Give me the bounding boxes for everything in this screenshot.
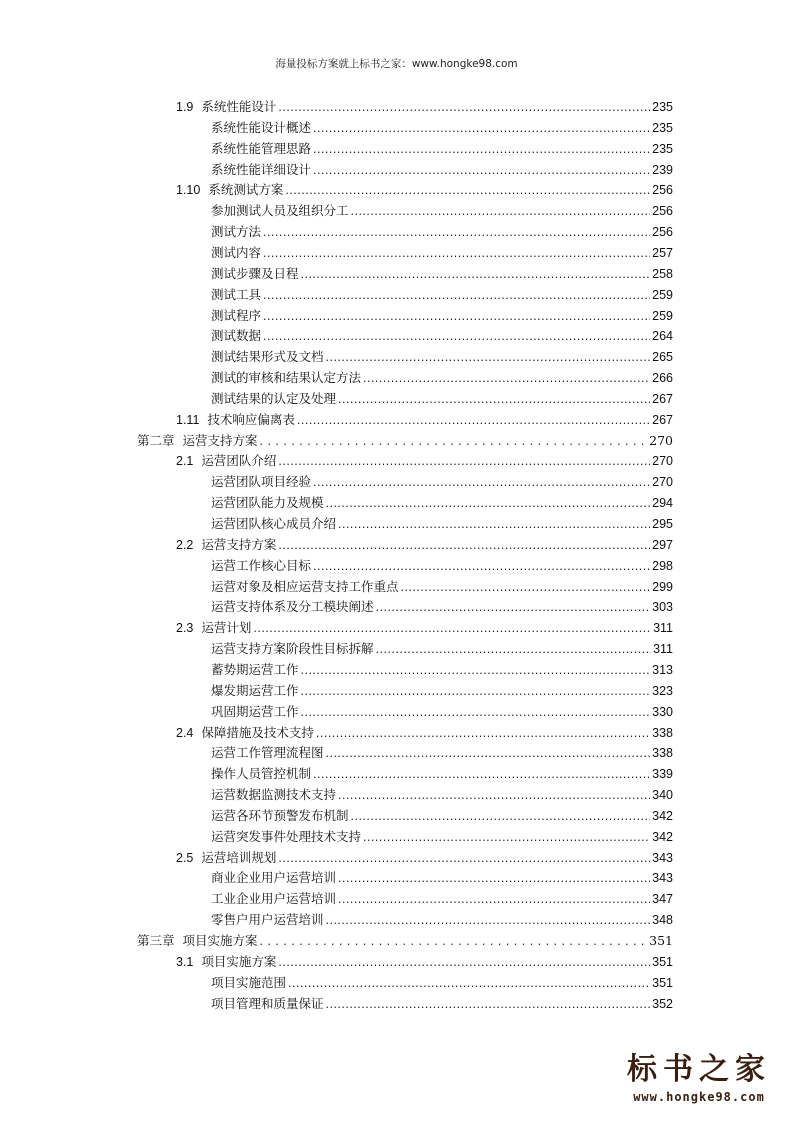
toc-entry-page: 311 xyxy=(653,621,673,636)
toc-entry-title: 项目实施范围 xyxy=(211,974,287,990)
toc-dot-leader xyxy=(316,723,650,744)
toc-entry-title: 测试程序 xyxy=(211,307,262,323)
toc-entry[interactable] xyxy=(211,346,673,367)
toc-entry-page: 339 xyxy=(652,767,673,782)
toc-entry[interactable] xyxy=(211,471,673,492)
toc-entry-page: 259 xyxy=(652,308,673,323)
toc-entry[interactable] xyxy=(211,138,673,159)
toc-entry[interactable] xyxy=(176,617,673,638)
toc-entry-page: 340 xyxy=(652,788,673,803)
toc-entry-page: 257 xyxy=(652,245,673,260)
toc-entry[interactable] xyxy=(211,263,673,284)
toc-entry[interactable] xyxy=(176,951,673,972)
toc-entry-title: 运营团队介绍 xyxy=(201,453,277,469)
toc-entry-number: 2.3 xyxy=(176,621,194,636)
toc-entry-title: 运营团队项目经验 xyxy=(211,474,312,490)
toc-entry[interactable] xyxy=(211,576,673,597)
toc-entry[interactable] xyxy=(211,659,673,680)
toc-entry-page: 299 xyxy=(652,579,673,594)
toc-dot-leader xyxy=(313,160,650,181)
toc-entry-title: 系统性能管理思路 xyxy=(211,140,312,156)
toc-entry-page: 294 xyxy=(652,496,673,511)
toc-entry-page: 343 xyxy=(652,850,673,865)
toc-entry-page: 235 xyxy=(652,100,673,114)
toc-entry-title: 操作人员管控机制 xyxy=(211,766,312,782)
toc-entry-number: 2.5 xyxy=(176,850,194,865)
toc-entry-title: 系统性能设计 xyxy=(201,99,277,114)
toc-entry-number: 2.1 xyxy=(176,454,194,469)
toc-entry-title: 运营数据监测技术支持 xyxy=(211,787,337,803)
toc-entry[interactable] xyxy=(211,555,673,576)
toc-entry-page: 270 xyxy=(652,475,673,490)
toc-dot-leader xyxy=(313,139,650,160)
page-header: 海量投标方案就上标书之家：www.hongke98.com xyxy=(275,58,518,70)
toc-entry-page: 351 xyxy=(649,933,673,948)
toc-entry-title: 运营支持方案 xyxy=(182,432,258,448)
toc-dot-leader xyxy=(313,118,650,139)
toc-entry-page: 265 xyxy=(652,350,673,365)
toc-entry[interactable] xyxy=(211,117,673,138)
toc-dot-leader xyxy=(338,889,650,910)
toc-entry[interactable] xyxy=(211,888,673,909)
toc-dot-leader xyxy=(351,201,651,222)
toc-entry-page: 297 xyxy=(652,537,673,552)
toc-entry-page: 298 xyxy=(652,558,673,573)
toc-dot-leader xyxy=(260,431,648,452)
toc-entry[interactable] xyxy=(176,409,673,430)
toc-entry[interactable] xyxy=(211,492,673,513)
toc-entry[interactable] xyxy=(211,972,673,993)
toc-entry-page: 343 xyxy=(652,871,673,886)
toc-entry-title: 蓄势期运营工作 xyxy=(211,661,299,677)
toc-entry-title: 工业企业用户运营培训 xyxy=(211,891,337,907)
toc-entry-number: 第三章 xyxy=(137,933,175,948)
toc-entry[interactable] xyxy=(176,722,673,743)
toc-dot-leader xyxy=(278,535,650,556)
toc-entry[interactable] xyxy=(211,867,673,888)
toc-entry-page: 267 xyxy=(652,412,673,427)
toc-dot-leader xyxy=(326,493,651,514)
toc-entry-title: 运营各环节预警发布机制 xyxy=(211,807,349,823)
toc-entry[interactable] xyxy=(211,221,673,242)
toc-entry-title: 测试步骤及日程 xyxy=(211,265,299,281)
toc-entry[interactable] xyxy=(211,305,673,326)
toc-entry-title: 保障措施及技术支持 xyxy=(201,724,314,740)
toc-entry[interactable] xyxy=(211,742,673,763)
toc-entry[interactable] xyxy=(211,159,673,180)
toc-entry-number: 2.2 xyxy=(176,537,194,552)
toc-entry-page: 311 xyxy=(653,642,673,657)
toc-dot-leader xyxy=(313,472,650,493)
toc-dot-leader xyxy=(278,97,650,118)
toc-entry-page: 338 xyxy=(652,746,673,761)
toc-entry-title: 运营支持体系及分工模块阐述 xyxy=(211,599,374,615)
toc-entry[interactable] xyxy=(211,784,673,805)
toc-entry-number: 3.1 xyxy=(176,954,194,969)
toc-entry[interactable] xyxy=(211,513,673,534)
toc-entry[interactable] xyxy=(211,596,673,617)
toc-entry-number: 1.9 xyxy=(176,100,194,114)
toc-entry-number: 1.11 xyxy=(176,412,200,427)
toc-entry-title: 技术响应偏离表 xyxy=(207,411,295,427)
toc-entry[interactable] xyxy=(176,534,673,555)
toc-entry[interactable] xyxy=(176,450,673,471)
toc-entry-title: 项目实施方案 xyxy=(182,933,258,948)
toc-dot-leader xyxy=(326,994,651,1015)
toc-dot-leader xyxy=(313,556,650,577)
toc-dot-leader xyxy=(297,410,650,431)
toc-entry-title: 测试方法 xyxy=(211,224,262,240)
toc-dot-leader xyxy=(376,639,652,660)
toc-dot-leader xyxy=(301,660,651,681)
toc-entry-title: 测试结果的认定及处理 xyxy=(211,390,337,406)
toc-entry-page: 338 xyxy=(652,725,673,740)
toc-entry-page: 256 xyxy=(652,225,673,240)
toc-entry[interactable] xyxy=(211,284,673,305)
toc-dot-leader xyxy=(263,285,650,306)
toc-dot-leader xyxy=(263,306,650,327)
toc-entry-page: 235 xyxy=(652,120,673,135)
toc-dot-leader xyxy=(278,451,650,472)
toc-entry-page: 270 xyxy=(649,432,673,448)
toc-dot-leader xyxy=(338,389,650,410)
toc-entry[interactable] xyxy=(211,680,673,701)
toc-dot-leader xyxy=(263,243,650,264)
toc-dot-leader xyxy=(301,264,651,285)
toc-entry-page: 295 xyxy=(652,517,673,531)
toc-entry-page: 303 xyxy=(652,600,673,615)
toc-entry-title: 运营支持方案阶段性目标拆解 xyxy=(211,641,374,657)
toc-entry[interactable] xyxy=(176,179,673,200)
toc-entry[interactable] xyxy=(137,930,673,951)
toc-entry[interactable] xyxy=(211,993,673,1014)
toc-entry-title: 运营支持方案 xyxy=(201,536,277,552)
toc-entry-page: 348 xyxy=(652,913,673,928)
toc-entry-title: 系统性能设计概述 xyxy=(211,119,312,135)
toc-entry-page: 256 xyxy=(652,204,673,219)
toc-entry[interactable] xyxy=(211,909,673,930)
toc-dot-leader xyxy=(401,577,651,598)
toc-entry-page: 239 xyxy=(652,162,673,177)
toc-dot-leader xyxy=(338,514,650,535)
toc-entry-title: 系统测试方案 xyxy=(208,182,284,198)
toc-entry-number: 1.10 xyxy=(176,183,201,198)
toc-entry-title: 运营突发事件处理技术支持 xyxy=(211,828,362,844)
toc-entry-title: 运营培训规划 xyxy=(201,849,277,865)
toc-entry[interactable] xyxy=(176,847,673,868)
toc-entry-page: 313 xyxy=(652,662,673,677)
toc-entry-page: 351 xyxy=(652,954,673,969)
toc-dot-leader xyxy=(278,848,650,869)
toc-dot-leader xyxy=(260,931,648,952)
toc-entry-title: 项目实施方案 xyxy=(201,953,277,969)
toc-entry-page: 351 xyxy=(652,975,673,990)
toc-entry-title: 商业企业用户运营培训 xyxy=(211,870,337,886)
toc-entry-page: 259 xyxy=(652,287,673,302)
toc-entry-page: 270 xyxy=(652,454,673,469)
toc-entry[interactable] xyxy=(211,388,673,409)
toc-dot-leader xyxy=(301,702,651,723)
toc-entry[interactable] xyxy=(211,200,673,221)
toc-entry-page: 264 xyxy=(652,329,673,344)
toc-dot-leader xyxy=(338,785,650,806)
brand-url: www.hongke98.com xyxy=(633,1090,765,1104)
toc-entry-page: 267 xyxy=(652,391,673,406)
toc-entry-title: 系统性能详细设计 xyxy=(211,161,312,177)
toc-dot-leader xyxy=(278,952,650,973)
toc-dot-leader xyxy=(263,326,650,347)
toc-entry-page: 258 xyxy=(652,266,673,281)
toc-entry[interactable] xyxy=(137,430,673,451)
toc-dot-leader xyxy=(326,743,651,764)
toc-entry-title: 零售户用户运营培训 xyxy=(211,912,324,928)
toc-dot-leader xyxy=(338,868,650,889)
toc-entry-title: 项目管理和质量保证 xyxy=(211,995,324,1011)
toc-entry-title: 运营团队能力及规模 xyxy=(211,495,324,511)
toc-dot-leader xyxy=(363,368,650,389)
toc-entry-title: 运营对象及相应运营支持工作重点 xyxy=(211,578,399,594)
toc-entry-title: 测试结果形式及文档 xyxy=(211,349,324,365)
toc-entry[interactable] xyxy=(211,701,673,722)
toc-entry-title: 运营团队核心成员介绍 xyxy=(211,516,337,531)
toc-entry-title: 运营工作核心目标 xyxy=(211,557,312,573)
toc-entry-number: 第二章 xyxy=(137,432,175,448)
toc-entry-title: 参加测试人员及组织分工 xyxy=(211,203,349,219)
toc-entry-page: 235 xyxy=(652,141,673,156)
toc-entry-title: 运营工作管理流程图 xyxy=(211,745,324,761)
toc-entry[interactable] xyxy=(176,96,673,117)
toc-entry[interactable] xyxy=(211,638,673,659)
toc-entry-page: 330 xyxy=(652,704,673,719)
toc-dot-leader xyxy=(253,618,651,639)
toc-dot-leader xyxy=(376,597,651,618)
toc-dot-leader xyxy=(288,973,650,994)
toc-entry[interactable] xyxy=(211,325,673,346)
toc-entry-title: 测试数据 xyxy=(211,328,262,344)
toc-entry-title: 爆发期运营工作 xyxy=(211,682,299,698)
toc-entry[interactable] xyxy=(211,805,673,826)
toc-entry-number: 2.4 xyxy=(176,725,194,740)
toc-entry[interactable] xyxy=(211,763,673,784)
toc-entry-page: 347 xyxy=(652,892,673,907)
toc-dot-leader xyxy=(301,681,651,702)
brand-logo xyxy=(619,1044,779,1104)
toc-entry-title: 测试内容 xyxy=(211,244,262,260)
toc-dot-leader xyxy=(313,764,650,785)
toc-dot-leader xyxy=(363,827,650,848)
toc-entry-page: 323 xyxy=(652,683,673,698)
toc-entry-page: 352 xyxy=(652,996,673,1011)
toc-entry[interactable] xyxy=(211,826,673,847)
toc-dot-leader xyxy=(351,806,651,827)
toc-dot-leader xyxy=(263,222,650,243)
toc-dot-leader xyxy=(326,910,651,931)
toc-entry-page: 266 xyxy=(652,371,673,386)
toc-entry-page: 256 xyxy=(652,183,673,198)
toc-entry-title: 测试的审核和结果认定方法 xyxy=(211,370,362,386)
toc-entry-title: 巩固期运营工作 xyxy=(211,703,299,719)
brand-name: 标书之家 xyxy=(627,1052,771,1087)
toc-entry-title: 运营计划 xyxy=(201,620,252,636)
toc-entry[interactable] xyxy=(211,242,673,263)
toc-entry[interactable] xyxy=(211,367,673,388)
toc-entry-page: 342 xyxy=(652,808,673,823)
toc-entry-page: 342 xyxy=(652,829,673,844)
toc-dot-leader xyxy=(285,180,650,201)
toc-dot-leader xyxy=(326,347,651,368)
toc-entry-title: 测试工具 xyxy=(211,286,262,302)
